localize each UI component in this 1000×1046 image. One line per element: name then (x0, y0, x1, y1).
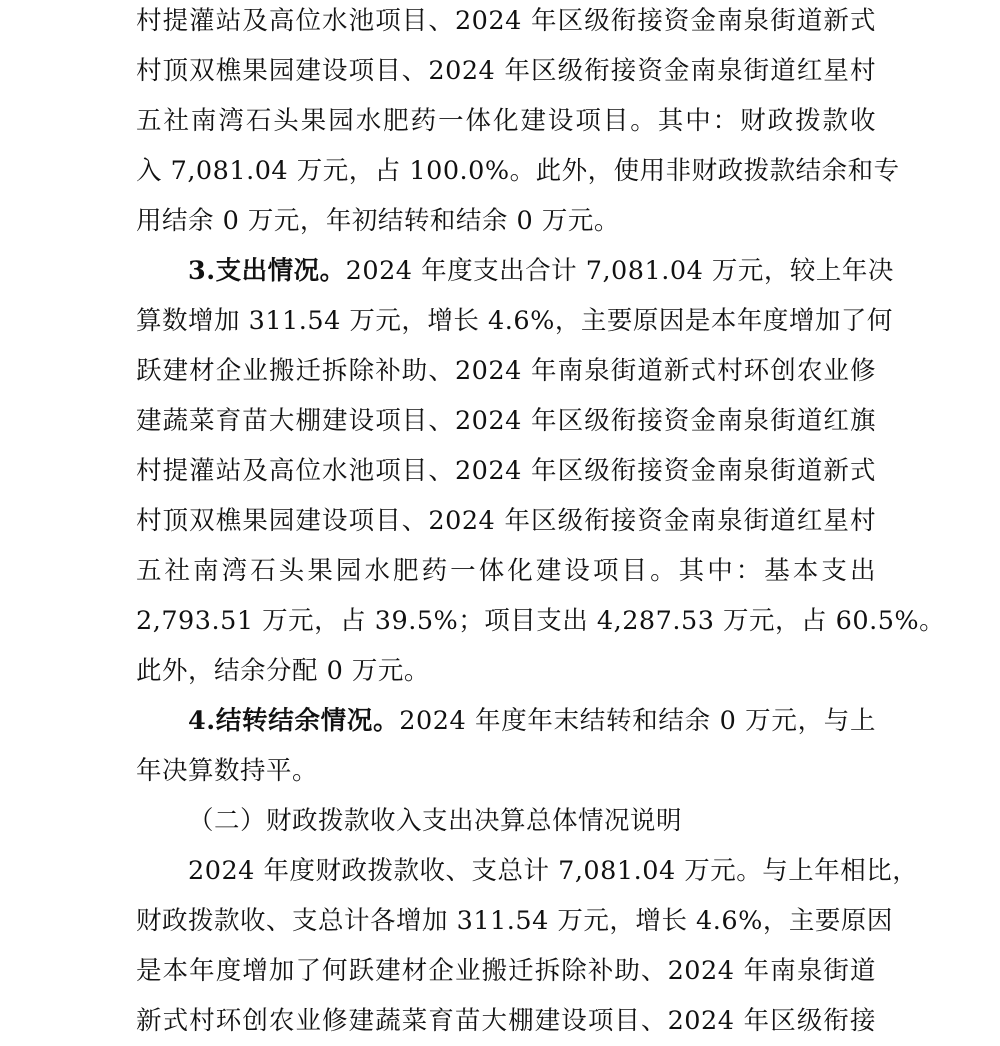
text-line: 村提灌站及高位水池项目、2024 年区级衔接资金南泉街道新式 (136, 6, 876, 36)
text-line: 此外，结余分配 0 万元。 (136, 656, 430, 686)
text-line: 2,793.51 万元，占 39.5%；项目支出 4,287.53 万元，占 60.5%。 (136, 606, 946, 636)
text-line: 新式村环创农业修建蔬菜育苗大棚建设项目、2024 年区级衔接 (136, 1006, 876, 1036)
text-span: 2024 年度支出合计 7,081.04 万元，较上年决 (345, 256, 894, 286)
text-line: 村顶双樵果园建设项目、2024 年区级衔接资金南泉街道红星村 (136, 506, 876, 536)
text-line: 建蔬菜育苗大棚建设项目、2024 年区级衔接资金南泉街道红旗 (136, 406, 876, 436)
text-line: 五社南湾石头果园水肥药一体化建设项目。其中：基本支出 (136, 556, 876, 586)
text-line: 2024 年度财政拨款收、支总计 7,081.04 万元。与上年相比， (188, 856, 919, 886)
paragraph-lead-expenditure: 3.支出情况。 (188, 256, 346, 286)
paragraph-first-line (188, 246, 894, 296)
text-line: 五社南湾石头果园水肥药一体化建设项目。其中：财政拨款收 (136, 106, 876, 136)
text-line: 村顶双樵果园建设项目、2024 年区级衔接资金南泉街道红星村 (136, 56, 876, 86)
text-line: 财政拨款收、支总计各增加 311.54 万元，增长 4.6%，主要原因 (136, 906, 893, 936)
text-line: 年决算数持平。 (136, 756, 319, 786)
text-line: 算数增加 311.54 万元，增长 4.6%，主要原因是本年度增加了何 (136, 306, 893, 336)
paragraph-lead-carryover: 4.结转结余情况。 (188, 706, 400, 736)
text-line: 跃建材企业搬迁拆除补助、2024 年南泉街道新式村环创农业修 (136, 356, 876, 386)
paragraph-first-line (188, 696, 876, 746)
text-span: 2024 年度年末结转和结余 0 万元，与上 (399, 706, 877, 736)
text-line: 是本年度增加了何跃建材企业搬迁拆除补助、2024 年南泉街道 (136, 956, 876, 986)
text-line: 用结余 0 万元，年初结转和结余 0 万元。 (136, 206, 620, 236)
text-line: 村提灌站及高位水池项目、2024 年区级衔接资金南泉街道新式 (136, 456, 876, 486)
text-line: 入 7,081.04 万元，占 100.0%。此外，使用非财政拨款结余和专 (136, 156, 900, 186)
section-heading: （二）财政拨款收入支出决算总体情况说明 (188, 806, 683, 836)
